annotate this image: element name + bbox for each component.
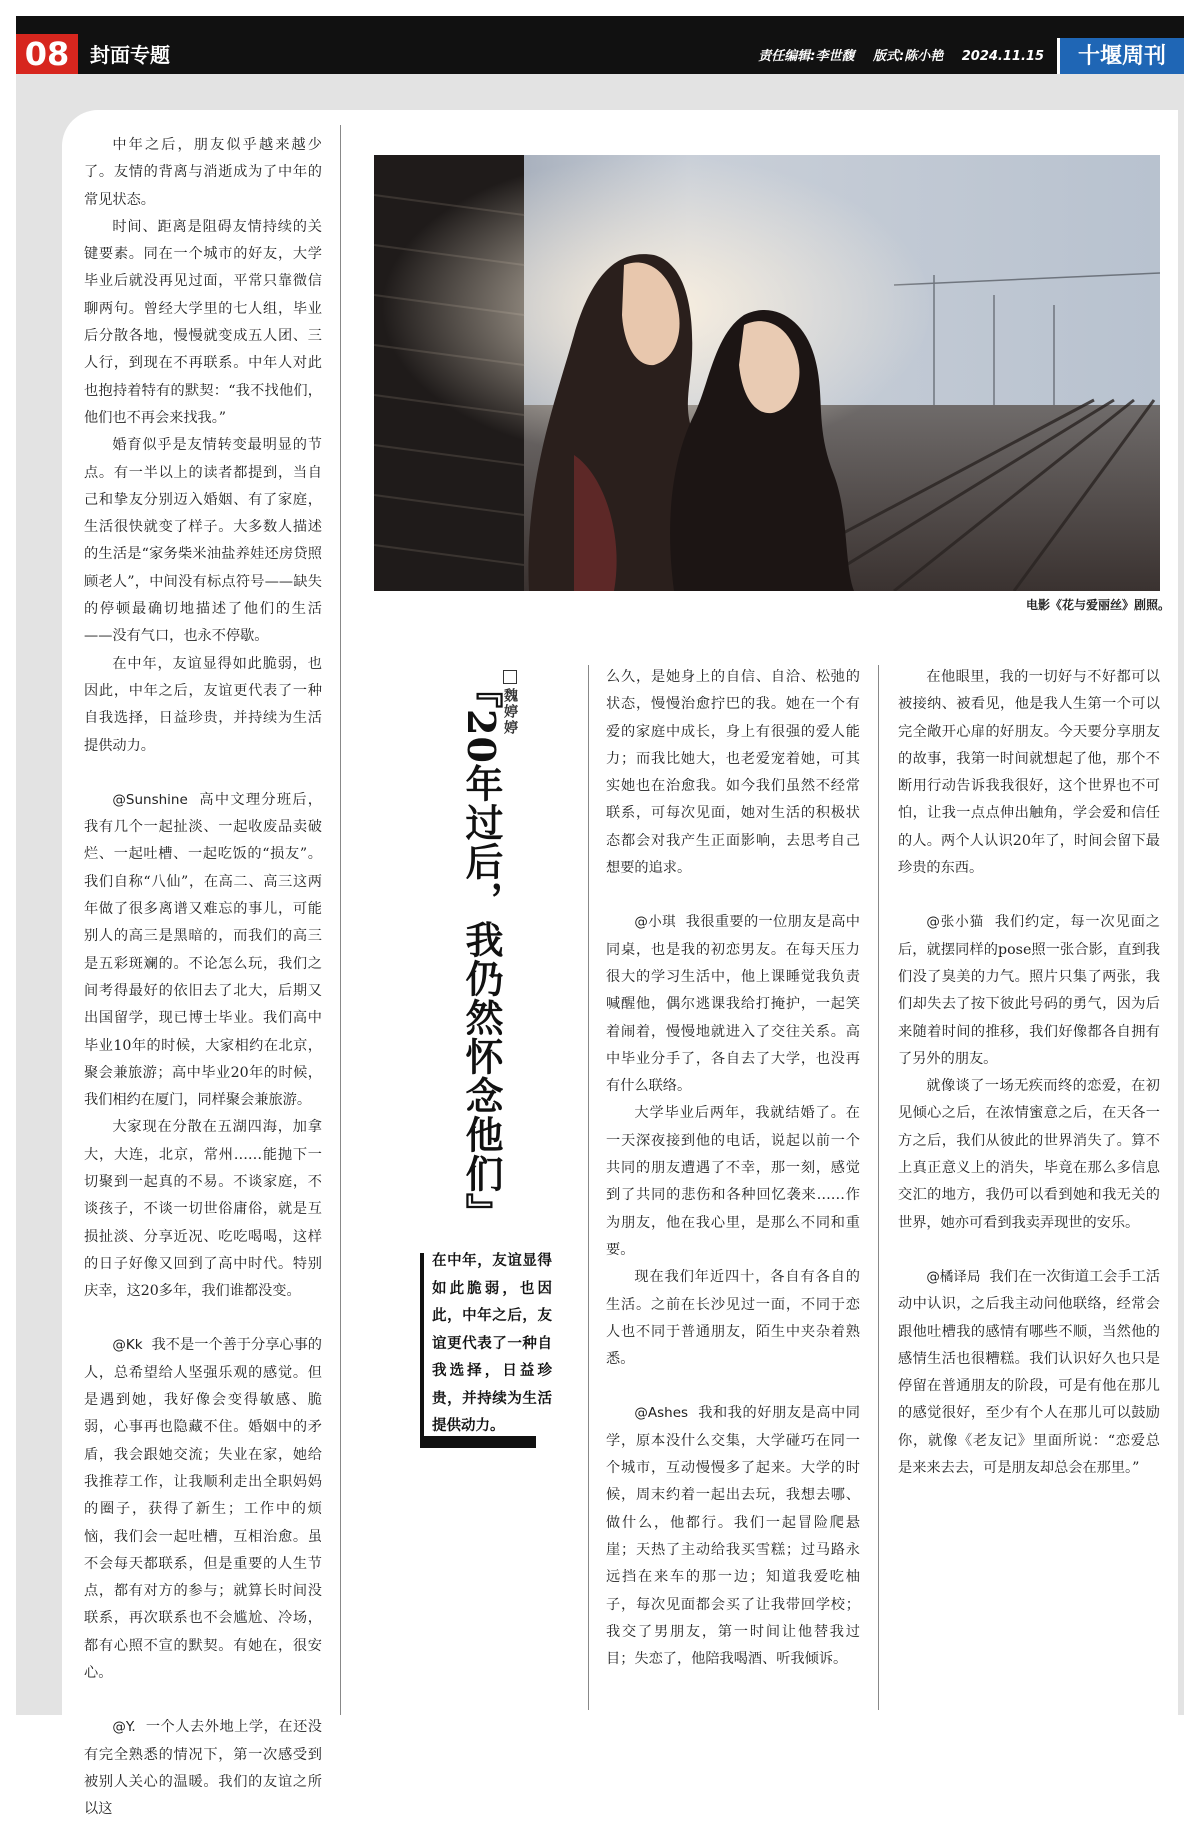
column-divider-2 — [588, 665, 589, 1710]
film-still-photo — [374, 155, 1160, 591]
author-byline — [500, 670, 520, 736]
ashes-paragraph: @Ashes 我和我的好朋友是高中同学，原本没什么交集，大学碰巧在同一个城市，互动慢慢多了起来。大学的时候，周末约着一起出去玩，我想去哪、做什么，他都行。我们一起冒险爬悬崖；天热了主动给我买雪糕；过马路永远挡在来车的那一边；知道我爱吃柚子，每次见面都会买了让我带回学校；我交了男朋友，第一时间让他替我过目；失恋了，他陪我喝酒、听我倾诉。 — [606, 1405, 860, 1668]
y-paragraph: @Y. 一个人去外地上学，在还没有完全熟悉的情况下，第一次感受到被别人关心的温暖。我们的友谊之所以这 — [84, 1719, 322, 1818]
author-name: 魏婷婷 — [502, 688, 518, 736]
column-divider-3 — [878, 665, 879, 1710]
y-paragraph-continued: 么久，是她身上的自信、自洽、松弛的状态，慢慢治愈拧巴的我。她在一个有爱的家庭中成长，身上有很强的爱人能力；而我比她大，也老爱宠着她，可其实她也在治愈我。如今我们虽然不经常联系，可每次见面，她对生活的积极状态都会对我产生正面影响，去思考自己想要的追求。 — [606, 669, 860, 877]
xiaoqi-paragraph-1: @小琪 我很重要的一位朋友是高中同桌，也是我的初恋男友。在每天压力很大的学习生活中，他上课睡觉我负责喊醒他，偶尔逃课我给打掩护，一起笑着闹着，慢慢地就进入了交往关系。高中毕业分手了，各自去了大学，也没再有什么联络。 — [606, 914, 860, 1095]
photo-illustration — [374, 155, 1160, 591]
section-title: 封面专题 — [90, 43, 170, 67]
editor-credit: 责任编辑:李世馥 — [758, 49, 855, 64]
page-number: 08 — [16, 34, 78, 74]
layout-credit: 版式:陈小艳 — [873, 49, 944, 64]
article-title: 『20年过后，我仍然怀念他们』 — [459, 670, 504, 1232]
y-handle: @Y. — [112, 1719, 136, 1736]
intro-paragraph-1: 中年之后，朋友似乎越来越少了。友情的背离与消逝成为了中年的常见状态。 — [84, 137, 322, 208]
pull-quote-bar-left — [420, 1253, 424, 1441]
kk-paragraph: @Kk 我不是一个善于分享心事的人，总希望给人坚强乐观的感觉。但是遇到她，我好像会变得敏感、脆弱，心事再也隐藏不住。婚姻中的矛盾，我会跟她交流；失业在家，她给我推荐工作，让我顺利走出全职妈妈的圈子，获得了新生；工作中的烦恼，我们会一起吐槽，互相治愈。虽不会每天都联系，但是重要的人生节点，都有对方的参与；就算长时间没联系，再次联系也不会尴尬、冷场，都有心照不宣的默契。有她在，很安心。 — [84, 1337, 322, 1682]
orange-handle: @橘译局 — [926, 1268, 981, 1285]
photo-caption: 电影《花与爱丽丝》剧照。 — [1025, 598, 1170, 612]
zhang-paragraph-1: @张小猫 我们约定，每一次见面之后，就摆同样的pose照一张合影，直到我们没了臭美的力气。照片只集了两张，我们却失去了按下彼此号码的勇气，因为后来随着时间的推移，我们好像都各自拥有了另外的朋友。 — [898, 914, 1160, 1067]
intro-paragraph-4: 在中年，友谊显得如此脆弱，也因此，中年之后，友谊更代表了一种自我选择，日益珍贵，并持续为生活提供动力。 — [84, 655, 322, 754]
byline-box-icon — [503, 670, 517, 684]
column-1 — [84, 132, 322, 1824]
sunshine-paragraph-1: @Sunshine 高中文理分班后，我有几个一起扯淡、一起收废品卖破烂、一起吐槽、一起吃饭的“损友”。我们自称“八仙”，在高二、高三这两年做了很多离谱又难忘的事儿，可能别人的高三是黑暗的，而我们的高三是五彩斑斓的。不论怎么玩，我们之间考得最好的依旧去了北大，后期又出国留学，现已博士毕业。我们高中毕业10年的时候，大家相约在北京，聚会兼旅游；高中毕业20年的时候，我们相约在厦门，同样聚会兼旅游。 — [84, 791, 322, 1109]
xiaoqi-paragraph-3: 现在我们年近四十，各自有各自的生活。之前在长沙见过一面，不同于恋人也不同于普通朋友，陌生中夹杂着熟悉。 — [606, 1269, 860, 1368]
ashes-paragraph-continued: 在他眼里，我的一切好与不好都可以被接纳、被看见，他是我人生第一个可以完全敞开心扉的好朋友。今天要分享朋友的故事，我第一时间就想起了他，那个不断用行动告诉我我很好，这个世界也不可怕，让我一点点伸出触角，学会爱和信任的人。两个人认识20年了，时间会留下最珍贵的东西。 — [898, 669, 1160, 877]
orange-paragraph: @橘译局 我们在一次街道工会手工活动中认识，之后我主动问他联络，经常会跟他吐槽我的感情有哪些不顺，当然他的感情生活也很糟糕。我们认识好久也只是停留在普通朋友的阶段，可是有他在那儿的感觉很好，至少有个人在那儿可以鼓励你，就像《老友记》里面所说：“恋爱总是来来去去，可是朋友却总会在那里。” — [898, 1268, 1160, 1477]
sunshine-handle: @Sunshine — [112, 791, 188, 808]
page-header — [16, 16, 1184, 74]
sunshine-paragraph-2: 大家现在分散在五湖四海，加拿大，大连，北京，常州……能抛下一切聚到一起真的不易。不谈家庭，不谈孩子，不谈一切世俗庸俗，就是互损扯淡、分享近况、吃吃喝喝，这样的日子好像又回到了高中时代。特别庆幸，这20多年，我们谁都没变。 — [84, 1119, 322, 1300]
intro-paragraph-2: 时间、距离是阻碍友情持续的关键要素。同在一个城市的好友，大学毕业后就没再见过面，平常只靠微信聊两句。曾经大学里的七人组，毕业后分散各地，慢慢就变成五人团、三人行，到现在不再联系。中年人对此也抱持着特有的默契：“我不找他们，他们也不再会来找我。” — [84, 218, 322, 426]
column-divider-1 — [340, 125, 341, 1715]
xiaoqi-handle: @小琪 — [634, 914, 676, 931]
kk-handle: @Kk — [112, 1337, 143, 1354]
header-meta — [744, 46, 1044, 68]
issue-date: 2024.11.15 — [961, 49, 1044, 64]
masthead-logo: 十堰周刊 — [1057, 38, 1184, 74]
zhang-handle: @张小猫 — [926, 914, 985, 931]
ashes-handle: @Ashes — [634, 1405, 689, 1422]
zhang-paragraph-2: 就像谈了一场无疾而终的恋爱，在初见倾心之后，在浓情蜜意之后，在天各一方之后，我们从彼此的世界消失了。算不上真正意义上的消失，毕竟在那么多信息交汇的地方，我仍可以看到她和我无关的世界，她亦可看到我卖弄现世的安乐。 — [898, 1078, 1160, 1231]
intro-paragraph-3: 婚育似乎是友情转变最明显的节点。有一半以上的读者都提到，当自己和挚友分别迈入婚姻、有了家庭，生活很快就变了样子。大多数人描述的生活是“家务柴米油盐养娃还房贷照顾老人”，中间没有标点符号——缺失的停顿最确切地描述了他们的生活——没有气口，也永不停歇。 — [84, 437, 322, 645]
pull-quote-bar-bottom — [420, 1436, 536, 1448]
pull-quote: 在中年，友谊显得如此脆弱，也因此，中年之后，友谊更代表了一种自我选择，日益珍贵，并持续为生活提供动力。 — [432, 1253, 552, 1434]
column-4 — [898, 664, 1160, 1482]
column-3 — [606, 664, 860, 1673]
xiaoqi-paragraph-2: 大学毕业后两年，我就结婚了。在一天深夜接到他的电话，说起以前一个共同的朋友遭遇了不幸，那一刻，感觉到了共同的悲伤和各种回忆袭来……作为朋友，他在我心里，是那么不同和重要。 — [606, 1105, 860, 1258]
